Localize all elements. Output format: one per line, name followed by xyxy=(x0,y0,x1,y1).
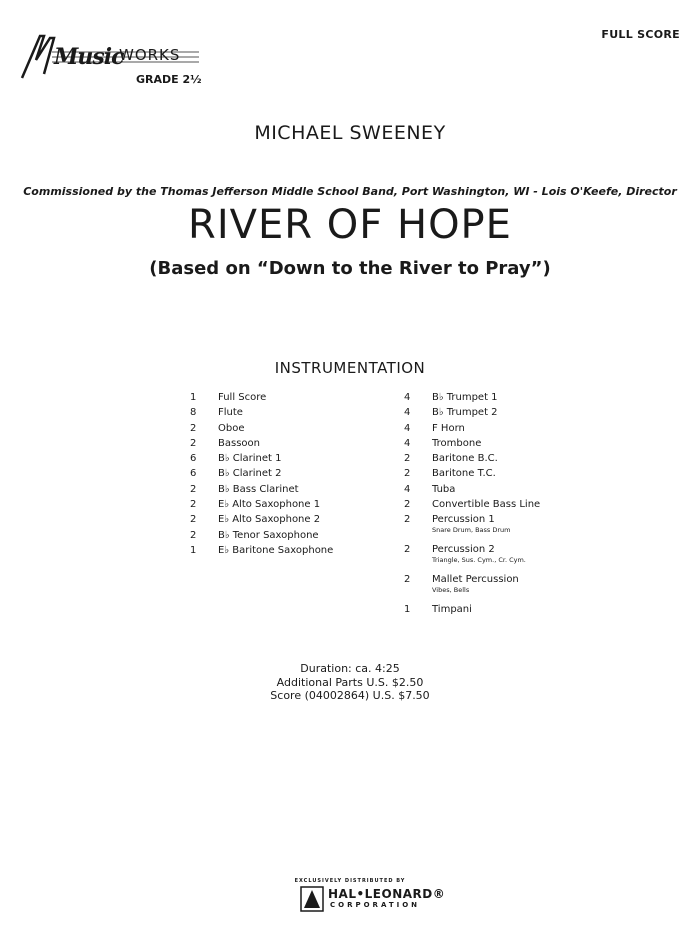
composer-name: MICHAEL SWEENEY xyxy=(254,122,446,144)
piece-title: RIVER OF HOPE xyxy=(188,202,512,248)
instrumentation-list-left xyxy=(190,392,380,560)
additional-parts-price: Additional Parts U.S. $2.50 xyxy=(276,675,424,689)
score-price: Score (04002864) U.S. $7.50 xyxy=(270,689,430,702)
list-item: 1 E♭ Baritone Saxophone xyxy=(190,544,334,556)
list-item: 4 B♭ Trumpet 2 xyxy=(404,407,498,419)
hal-leonard-mark-icon xyxy=(300,886,324,912)
grade-level: GRADE 2½ xyxy=(136,73,202,86)
list-item: 2 Bassoon xyxy=(190,437,260,449)
list-item: 2 Percussion 1 Snare Drum, Bass Drum xyxy=(404,514,511,535)
publisher-name: HAL•LEONARD® xyxy=(328,887,446,901)
logo-music-text: Music xyxy=(54,44,124,70)
distributed-by-label: EXCLUSIVELY DISTRIBUTED BY xyxy=(294,878,406,884)
musicworks-logo xyxy=(14,30,204,90)
instrumentation-list-right xyxy=(404,392,604,620)
list-item: 2 Convertible Bass Line xyxy=(404,499,541,511)
commission-note: Commissioned by the Thomas Jefferson Middle School Band, Port Washington, WI - Lois O'Keefe, Director xyxy=(23,185,677,198)
list-item: 2 Baritone B.C. xyxy=(404,453,498,465)
score-type-label: FULL SCORE xyxy=(601,28,680,41)
duration: Duration: ca. 4:25 xyxy=(300,662,400,675)
logo-works-text: WORKS xyxy=(119,46,181,64)
list-item: 6 B♭ Clarinet 1 xyxy=(190,453,282,465)
list-item: 1 Full Score xyxy=(190,392,267,403)
instrument-note: Triangle, Sus. Cym., Cr. Cym. xyxy=(432,556,526,565)
pricing-info xyxy=(0,662,700,703)
instrument-note: Vibes, Bells xyxy=(432,586,470,595)
list-item: 1 Timpani xyxy=(404,604,472,616)
list-item: 2 Percussion 2 Triangle, Sus. Cym., Cr. Cym. xyxy=(404,544,526,565)
piece-subtitle: (Based on “Down to the River to Pray”) xyxy=(149,258,551,279)
list-item: 2 E♭ Alto Saxophone 1 xyxy=(190,499,321,511)
list-item: 4 F Horn xyxy=(404,422,465,434)
instrumentation-heading: INSTRUMENTATION xyxy=(274,359,426,377)
hal-leonard-logo xyxy=(300,886,446,916)
list-item: 2 Oboe xyxy=(190,422,245,434)
list-item: 2 B♭ Tenor Saxophone xyxy=(190,529,319,541)
instrument-note: Snare Drum, Bass Drum xyxy=(432,526,511,535)
list-item: 6 B♭ Clarinet 2 xyxy=(190,468,282,480)
list-item: 8 Flute xyxy=(190,407,243,419)
list-item: 2 B♭ Bass Clarinet xyxy=(190,483,299,495)
list-item: 2 Mallet Percussion Vibes, Bells xyxy=(404,574,519,595)
list-item: 4 B♭ Trumpet 1 xyxy=(404,392,498,403)
list-item: 4 Trombone xyxy=(404,437,482,449)
publisher-corporation: CORPORATION xyxy=(330,901,421,909)
list-item: 4 Tuba xyxy=(404,483,456,495)
list-item: 2 Baritone T.C. xyxy=(404,468,496,480)
list-item: 2 E♭ Alto Saxophone 2 xyxy=(190,514,321,526)
